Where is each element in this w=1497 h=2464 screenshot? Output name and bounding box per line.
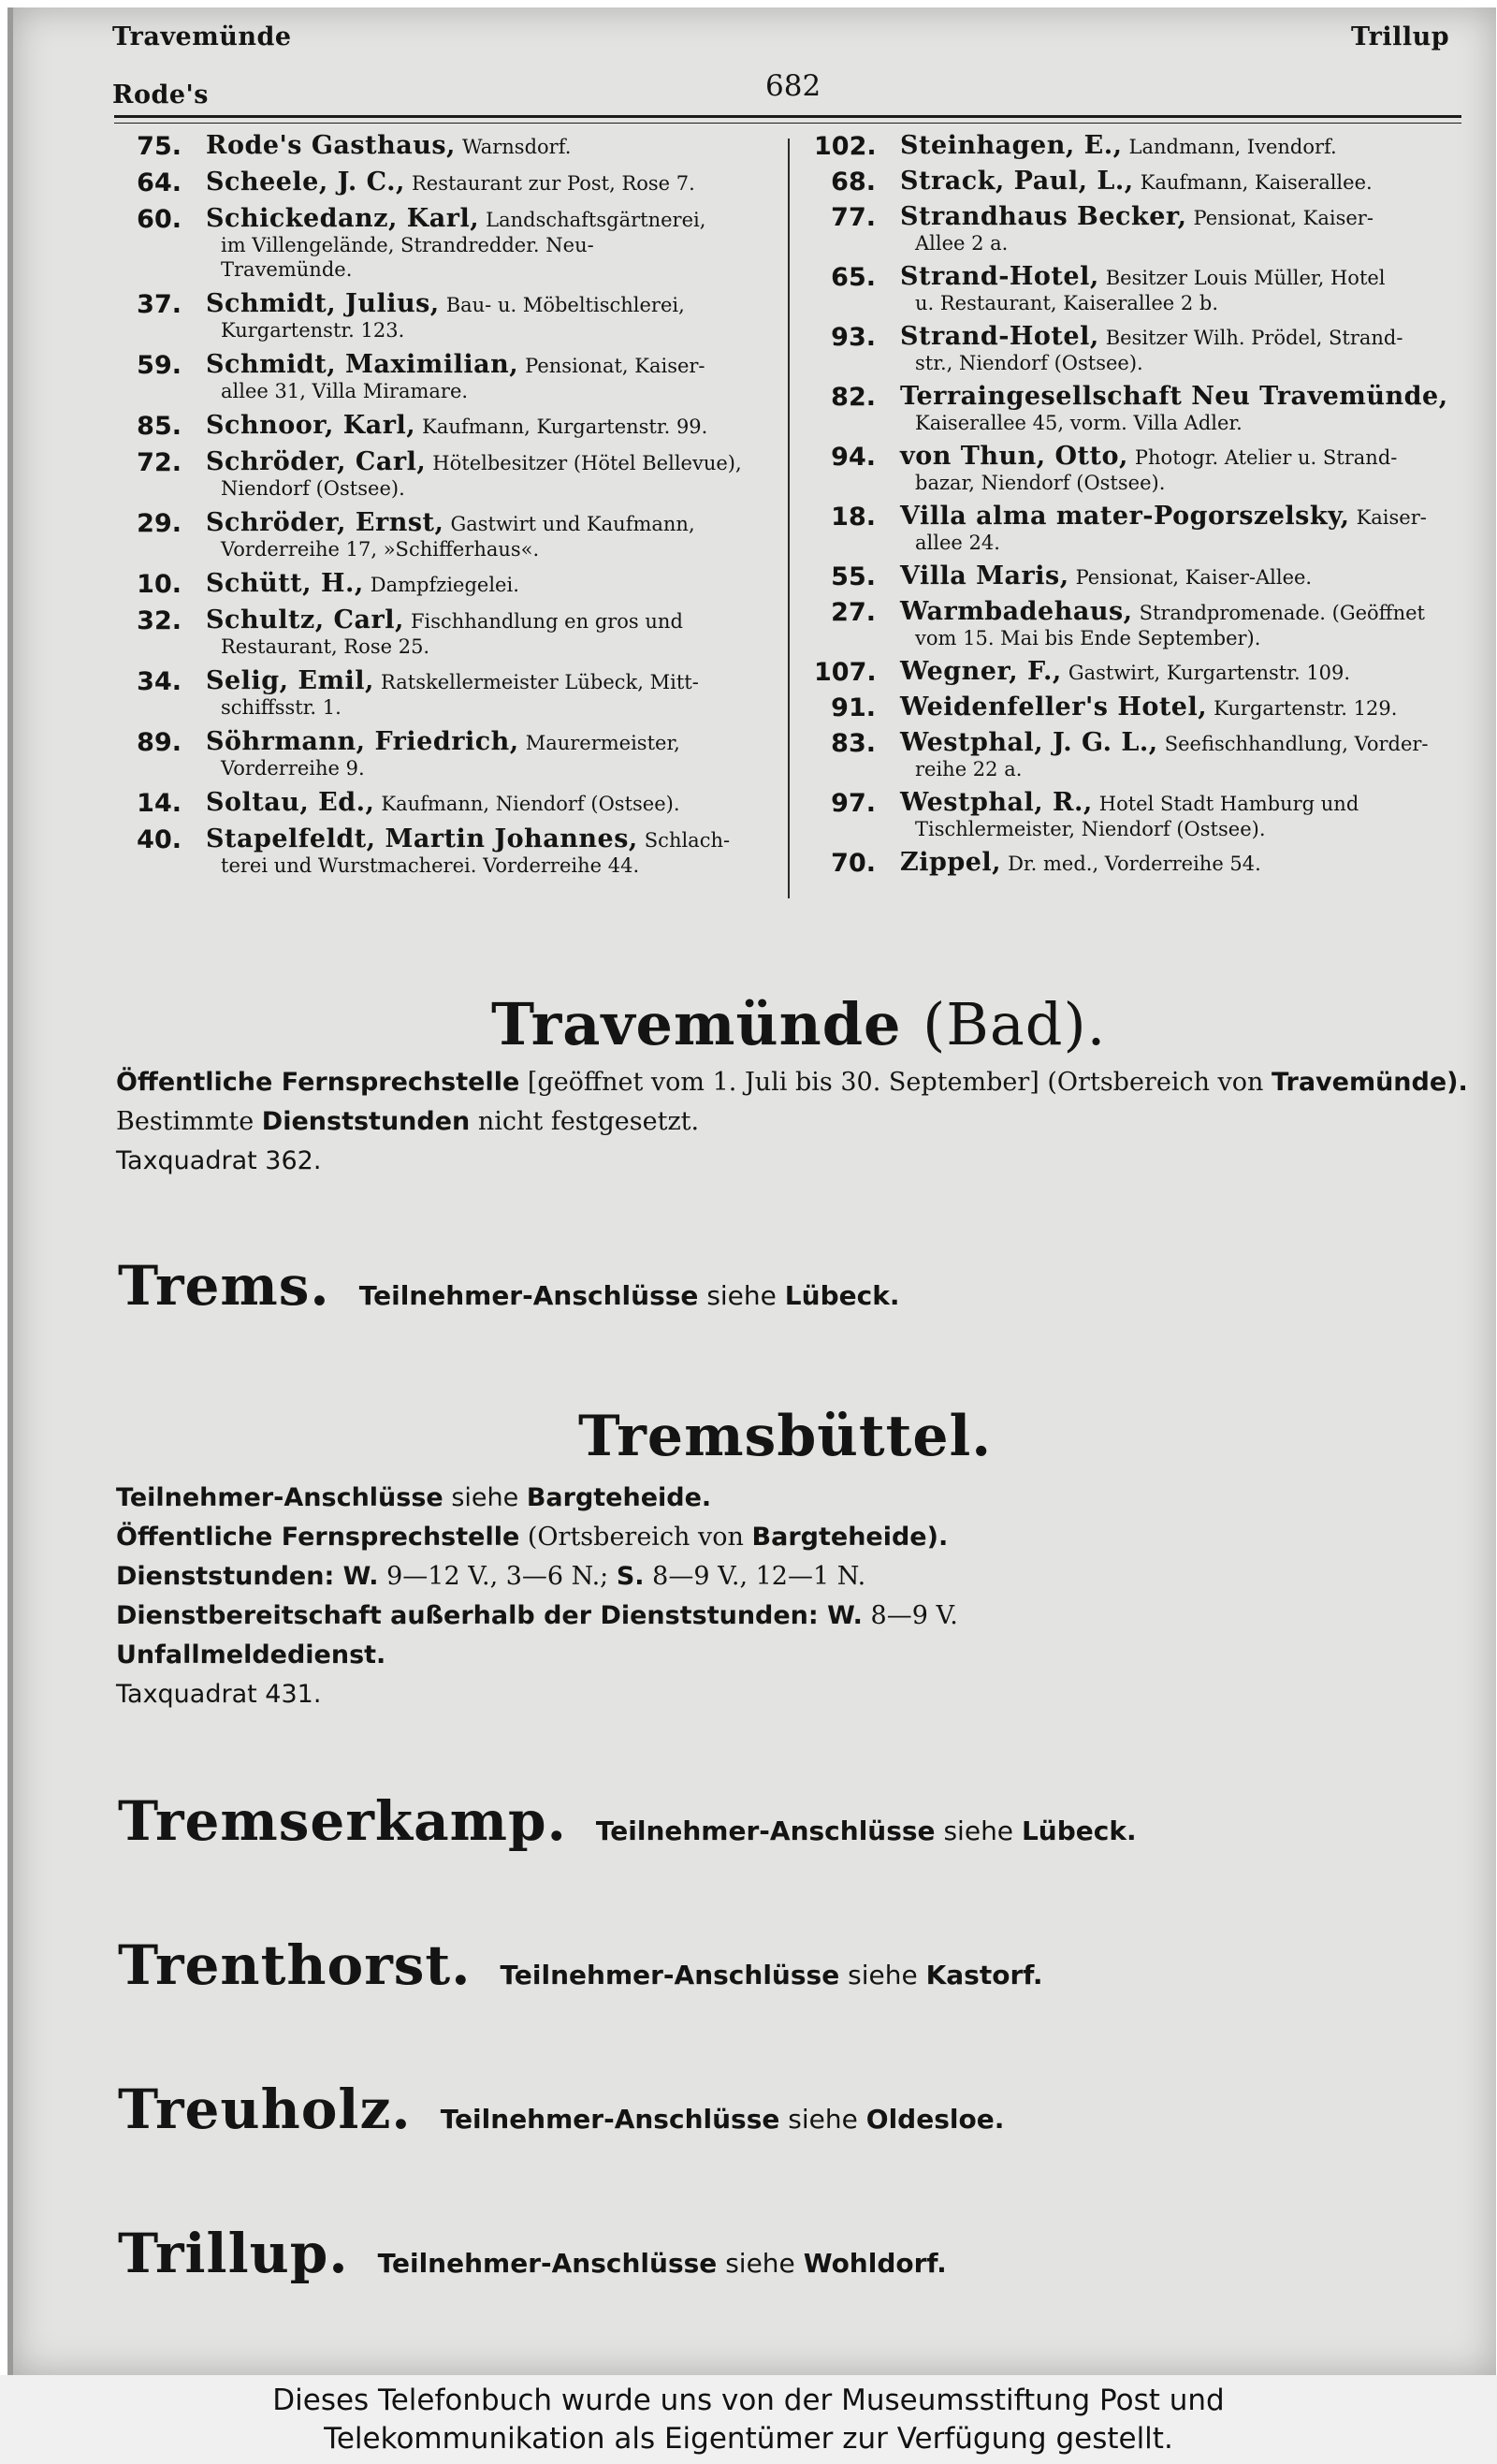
travemuende-taxquadrat: Taxquadrat 362. <box>116 1146 322 1175</box>
directory-entry <box>814 790 1469 841</box>
entry-text <box>900 133 1469 160</box>
entry-text <box>206 449 775 476</box>
ref-label: Teilnehmer-Anschlüsse <box>377 2248 718 2279</box>
subscriber-name: Strand-Hotel, <box>900 322 1099 351</box>
ref-see: siehe <box>943 1815 1014 1846</box>
ref-see: siehe <box>706 1280 777 1311</box>
directory-entry <box>120 510 775 561</box>
subscriber-number: 93. <box>831 323 876 352</box>
public-phone-label: Öffentliche Fernsprechstelle <box>116 1523 520 1552</box>
ref-label: Teilnehmer-Anschlüsse <box>595 1815 936 1846</box>
subscriber-description: Hotel Stadt Hamburg und <box>1098 793 1359 815</box>
header-rule-thick <box>114 115 1461 118</box>
header-rule-thin <box>114 123 1461 124</box>
hours-weekday: 9—12 V., 3—6 N.; <box>386 1562 609 1591</box>
subscriber-description: Restaurant zur Post, Rose 7. <box>411 172 695 195</box>
right-column <box>814 133 1469 885</box>
entry-text <box>206 607 775 634</box>
entry-text <box>900 204 1469 231</box>
subscriber-description: Kurgartenstr. 129. <box>1214 697 1398 720</box>
place-title-trenthorst: Trenthorst. <box>118 1933 472 1997</box>
title-suffix-bad: (Bad). <box>923 990 1107 1058</box>
header-left-bottom: Rode's <box>112 80 209 109</box>
directory-entry <box>814 694 1469 722</box>
entry-continuation-line: vom 15. Mai bis Ende September). <box>915 627 1261 649</box>
subscriber-number: 70. <box>831 849 876 878</box>
subscriber-name: Villa Maris, <box>900 561 1069 590</box>
entry-continuation-line: bazar, Niendorf (Ostsee). <box>915 472 1166 494</box>
subscriber-description: Maurermeister, <box>525 732 680 754</box>
entry-treuholz <box>118 2078 1004 2141</box>
entry-continuation-line: u. Restaurant, Kaiserallee 2 b. <box>915 292 1219 314</box>
subscriber-description: Landschaftsgärtnerei, <box>486 209 706 231</box>
subscriber-description: Kaufmann, Niendorf (Ostsee). <box>381 793 680 815</box>
subscriber-name: Stapelfeldt, Martin Johannes, <box>206 824 638 853</box>
subscriber-name: Warmbadehaus, <box>900 597 1133 626</box>
hours-weekday-label: Dienststunden: W. <box>116 1562 379 1591</box>
ref-label: Teilnehmer-Anschlüsse <box>440 2104 780 2135</box>
subscriber-description: Kaufmann, Kaiserallee. <box>1140 171 1373 194</box>
directory-entry <box>120 291 775 343</box>
subscriber-description: Hötelbesitzer (Hötel Bellevue), <box>432 452 742 474</box>
entry-continuation-line: str., Niendorf (Ostsee). <box>915 352 1143 374</box>
subscriber-description: Seefischhandlung, Vorder- <box>1164 733 1429 755</box>
entry-text <box>206 571 775 598</box>
ref-label: Teilnehmer-Anschlüsse <box>500 1960 840 1990</box>
subscriber-name: Westphal, J. G. L., <box>900 728 1158 757</box>
entry-text <box>206 668 775 695</box>
subscriber-name: Selig, Emil, <box>206 666 374 695</box>
directory-entry <box>814 204 1469 255</box>
subscriber-description: Warnsdorf. <box>461 136 572 158</box>
tremsbuettel-line-1 <box>116 1479 711 1518</box>
directory-entry <box>814 659 1469 686</box>
travemuende-line-1 <box>116 1063 1473 1102</box>
ref-target: Bargteheide. <box>526 1483 712 1512</box>
entry-text <box>900 563 1469 590</box>
subscriber-number: 64. <box>137 168 182 197</box>
subscriber-name: Söhrmann, Friedrich, <box>206 727 519 756</box>
subscriber-number: 18. <box>831 503 876 532</box>
entry-text <box>206 790 775 817</box>
subscriber-number: 40. <box>137 825 182 854</box>
place-title-trillup: Trillup. <box>118 2222 349 2285</box>
subscriber-number: 68. <box>831 168 876 197</box>
entry-text <box>900 444 1469 471</box>
entry-text <box>900 659 1469 686</box>
directory-entry <box>814 384 1469 435</box>
opening-period: [geöffnet vom 1. Juli bis 30. September] <box>527 1068 1039 1097</box>
entry-continuation-line: Kurgartenstr. 123. <box>221 319 405 342</box>
subscriber-name: Wegner, F., <box>900 657 1062 686</box>
directory-entry <box>120 413 775 440</box>
subscriber-number: 10. <box>137 570 182 599</box>
tremsbuettel-taxquadrat: Taxquadrat 431. <box>116 1680 322 1709</box>
ref-target: Kastorf. <box>925 1960 1043 1990</box>
text-not-set: nicht festgesetzt. <box>477 1107 700 1136</box>
directory-entry <box>814 850 1469 877</box>
text-bestimmte: Bestimmte <box>116 1107 254 1136</box>
directory-entry <box>120 790 775 817</box>
subscriber-description: Landmann, Ivendorf. <box>1128 136 1337 158</box>
directory-entry <box>120 449 775 501</box>
subscriber-number: 60. <box>137 205 182 234</box>
subscriber-name: Zippel, <box>900 848 1002 877</box>
subscriber-name: Schmidt, Maximilian, <box>206 350 519 379</box>
directory-entry <box>814 730 1469 781</box>
subscriber-number: 32. <box>137 606 182 635</box>
header-right-top: Trillup <box>1351 22 1450 51</box>
subscriber-name: Schütt, H., <box>206 569 364 598</box>
subscriber-description: Photogr. Atelier u. Strand- <box>1134 446 1398 469</box>
local-area-name: Bargteheide). <box>751 1523 949 1552</box>
entry-continuation-line: im Villengelände, Strandredder. Neu- <box>221 234 594 256</box>
local-area-label: (Ortsbereich von <box>1047 1068 1264 1097</box>
local-area-name: Travemünde). <box>1272 1068 1468 1097</box>
entry-text <box>900 790 1469 817</box>
subscriber-description: Fischhandlung en gros und <box>410 610 683 633</box>
tremsbuettel-line-5: Unfallmeldedienst. <box>116 1640 386 1669</box>
subscriber-number: 37. <box>137 290 182 319</box>
directory-entry <box>814 324 1469 375</box>
entry-continuation-line: allee 31, Villa Miramare. <box>221 380 469 402</box>
local-area-label: (Ortsbereich von <box>527 1523 744 1552</box>
subscriber-name: Schmidt, Julius, <box>206 289 440 318</box>
subscriber-number: 97. <box>831 789 876 818</box>
subscriber-name: Schultz, Carl, <box>206 605 404 634</box>
subscriber-number: 91. <box>831 693 876 722</box>
entry-text <box>206 169 775 197</box>
directory-entry <box>120 352 775 403</box>
ref-target: Lübeck. <box>1021 1815 1137 1846</box>
subscriber-description: Gastwirt, Kurgartenstr. 109. <box>1068 662 1351 684</box>
ref-see: siehe <box>725 2248 795 2279</box>
ref-see: siehe <box>848 1960 918 1990</box>
ref-see: siehe <box>451 1483 519 1512</box>
directory-entry <box>120 571 775 598</box>
place-title-treuholz: Treuholz. <box>118 2078 412 2141</box>
entry-continuation-line: Restaurant, Rose 25. <box>221 635 430 658</box>
entry-text <box>900 384 1469 411</box>
entry-text <box>900 324 1469 351</box>
entry-text <box>206 133 775 160</box>
subscriber-description: Kaiser- <box>1356 506 1427 529</box>
section-title-travemuende-bad <box>491 990 1106 1058</box>
ref-target: Lübeck. <box>784 1280 900 1311</box>
directory-entry <box>120 206 775 282</box>
entry-continuation-line: Tischlermeister, Niendorf (Ostsee). <box>915 818 1266 840</box>
subscriber-description: Bau- u. Möbeltischlerei, <box>445 294 685 316</box>
travemuende-line-2 <box>116 1102 699 1142</box>
subscriber-number: 59. <box>137 351 182 380</box>
subscriber-number: 77. <box>831 203 876 232</box>
entry-tremserkamp <box>118 1789 1137 1853</box>
subscriber-description: Schlach- <box>644 829 731 852</box>
entry-text <box>900 503 1469 531</box>
directory-entry <box>120 826 775 878</box>
subscriber-number: 94. <box>831 443 876 472</box>
entry-continuation-line: allee 24. <box>915 532 1000 554</box>
directory-entry <box>814 503 1469 555</box>
entry-continuation-line: schiffsstr. 1. <box>221 696 342 719</box>
entry-text <box>900 694 1469 722</box>
entry-continuation-line: terei und Wurstmacherei. Vorderreihe 44. <box>221 854 640 877</box>
ref-target: Oldesloe. <box>865 2104 1005 2135</box>
column-separator <box>788 139 790 898</box>
directory-entry <box>814 264 1469 315</box>
subscriber-description: Besitzer Wilh. Prödel, Strand- <box>1105 327 1403 349</box>
entry-text <box>206 729 775 756</box>
entry-text <box>900 850 1469 877</box>
entry-continuation-line: Vorderreihe 17, »Schifferhaus«. <box>221 538 540 561</box>
entry-text <box>900 264 1469 291</box>
subscriber-number: 27. <box>831 598 876 627</box>
ref-label: Teilnehmer-Anschlüsse <box>116 1483 443 1512</box>
public-phone-label: Öffentliche Fernsprechstelle <box>116 1068 520 1097</box>
footer-line-2: Telekommunikation als Eigentümer zur Verfügung gestellt. <box>324 2422 1173 2456</box>
entry-text <box>900 730 1469 757</box>
entry-text <box>206 510 775 537</box>
directory-entry <box>120 607 775 659</box>
subscriber-name: Villa alma mater-Pogorszelsky, <box>900 502 1350 531</box>
subscriber-number: 102. <box>814 132 877 161</box>
standby-hours: 8—9 V. <box>870 1601 958 1630</box>
subscriber-number: 85. <box>137 412 182 441</box>
ref-see: siehe <box>788 2104 858 2135</box>
subscriber-number: 14. <box>137 789 182 818</box>
directory-entry <box>814 599 1469 650</box>
entry-text <box>900 599 1469 626</box>
subscriber-number: 65. <box>831 263 876 292</box>
entry-trenthorst <box>118 1933 1043 1997</box>
subscriber-name: Schröder, Ernst, <box>206 508 444 537</box>
subscriber-name: Weidenfeller's Hotel, <box>900 693 1208 722</box>
subscriber-name: Terraingesellschaft Neu Travemünde, <box>900 382 1448 411</box>
subscriber-description: Kaufmann, Kurgartenstr. 99. <box>422 416 708 438</box>
entry-text <box>206 826 775 853</box>
entry-continuation-line: Kaiserallee 45, vorm. Villa Adler. <box>915 412 1243 434</box>
directory-entry <box>120 133 775 160</box>
tremsbuettel-line-3 <box>116 1557 865 1596</box>
subscriber-description: Pensionat, Kaiser- <box>1193 207 1373 229</box>
entry-text <box>206 352 775 379</box>
text-dienststunden: Dienststunden <box>261 1107 471 1136</box>
subscriber-name: Strack, Paul, L., <box>900 167 1134 196</box>
entry-continuation-line: reihe 22 a. <box>915 758 1023 780</box>
directory-entry <box>814 444 1469 495</box>
hours-sunday-label: S. <box>616 1562 645 1591</box>
header-left-top: Travemünde <box>112 22 292 51</box>
subscriber-name: Schnoor, Karl, <box>206 411 416 440</box>
subscriber-description: Gastwirt und Kaufmann, <box>450 513 695 535</box>
subscriber-name: Westphal, R., <box>900 788 1093 817</box>
directory-entry <box>120 668 775 720</box>
hours-sunday: 8—9 V., 12—1 N. <box>652 1562 866 1591</box>
subscriber-name: Schickedanz, Karl, <box>206 204 480 233</box>
provenance-footer <box>0 2375 1497 2464</box>
directory-entry <box>814 168 1469 196</box>
subscriber-description: Dampfziegelei. <box>370 574 519 596</box>
subscriber-description: Pensionat, Kaiser- <box>525 355 705 377</box>
tremsbuettel-line-4 <box>116 1596 958 1636</box>
title-travemuende: Travemünde <box>491 990 902 1058</box>
subscriber-number: 29. <box>137 509 182 538</box>
subscriber-number: 72. <box>137 448 182 477</box>
subscriber-name: Strand-Hotel, <box>900 262 1099 291</box>
subscriber-description: Dr. med., Vorderreihe 54. <box>1008 853 1261 875</box>
entry-continuation-line: Allee 2 a. <box>915 232 1009 255</box>
entry-text <box>206 413 775 440</box>
subscriber-number: 82. <box>831 383 876 412</box>
directory-entry <box>120 169 775 197</box>
subscriber-name: von Thun, Otto, <box>900 442 1128 471</box>
subscriber-number: 107. <box>814 658 877 687</box>
place-title-tremserkamp: Tremserkamp. <box>118 1789 567 1853</box>
entry-text <box>206 291 775 318</box>
footer-line-1: Dieses Telefonbuch wurde uns von der Museumsstiftung Post und <box>272 2384 1225 2417</box>
subscriber-description: Strandpromenade. (Geöffnet <box>1139 602 1425 624</box>
section-title-tremsbuettel: Tremsbüttel. <box>578 1404 993 1469</box>
place-title-trems: Trems. <box>118 1254 330 1318</box>
tremsbuettel-line-2 <box>116 1518 948 1557</box>
subscriber-name: Rode's Gasthaus, <box>206 131 456 160</box>
subscriber-name: Strandhaus Becker, <box>900 202 1187 231</box>
entry-text <box>206 206 775 233</box>
subscriber-name: Schröder, Carl, <box>206 447 427 476</box>
subscriber-description: Pensionat, Kaiser-Allee. <box>1075 566 1313 589</box>
subscriber-number: 55. <box>831 562 876 591</box>
directory-entry <box>814 133 1469 160</box>
entry-continuation-line: Niendorf (Ostsee). <box>221 477 405 500</box>
subscriber-description: Besitzer Louis Müller, Hotel <box>1105 267 1386 289</box>
entry-continuation-line: Travemünde. <box>221 258 353 281</box>
entry-trillup <box>118 2222 947 2285</box>
subscriber-name: Soltau, Ed., <box>206 788 375 817</box>
standby-label: Dienstbereitschaft außerhalb der Dienststunden: W. <box>116 1601 863 1630</box>
entry-trems <box>118 1254 899 1318</box>
subscriber-number: 34. <box>137 667 182 696</box>
subscriber-number: 89. <box>137 728 182 757</box>
subscriber-name: Scheele, J. C., <box>206 168 405 197</box>
ref-target: Wohldorf. <box>803 2248 947 2279</box>
directory-entry <box>120 729 775 780</box>
ref-label: Teilnehmer-Anschlüsse <box>358 1280 699 1311</box>
subscriber-name: Steinhagen, E., <box>900 131 1123 160</box>
subscriber-number: 75. <box>137 132 182 161</box>
entry-continuation-line: Vorderreihe 9. <box>221 757 365 780</box>
subscriber-number: 83. <box>831 729 876 758</box>
directory-entry <box>814 563 1469 590</box>
page-number: 682 <box>765 69 821 103</box>
left-column <box>120 133 775 887</box>
entry-text <box>900 168 1469 196</box>
subscriber-description: Ratskellermeister Lübeck, Mitt- <box>380 671 699 693</box>
